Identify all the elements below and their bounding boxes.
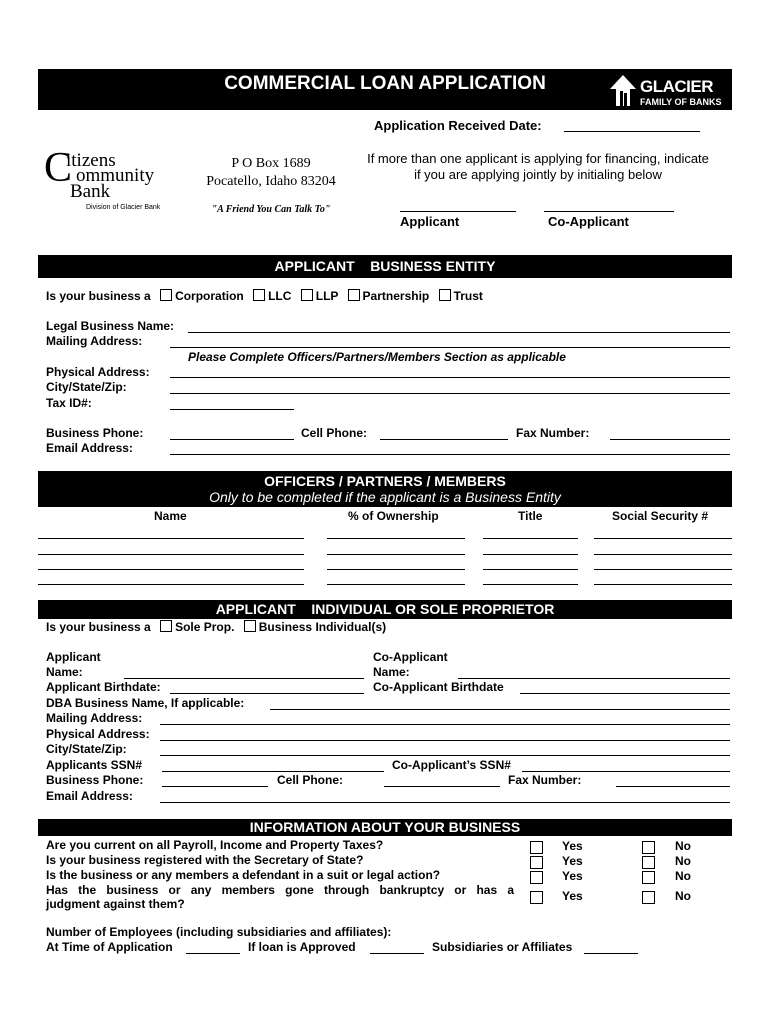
ind-mailing-label: Mailing Address: — [46, 711, 143, 725]
coapplicant-initial-field[interactable] — [544, 211, 674, 212]
question-4-line1: Has the business or any members gone through bankruptcy or has a — [46, 883, 514, 897]
business-individual-checkbox[interactable] — [244, 620, 256, 632]
be-fax-field[interactable] — [610, 439, 730, 440]
application-received-label: Application Received Date: — [374, 118, 542, 133]
applicant-initial-label: Applicant — [400, 214, 460, 229]
ind-physical-field[interactable] — [160, 740, 730, 741]
be-cell-label: Cell Phone: — [301, 426, 368, 440]
ind-birthdate-label: Applicant Birthdate: — [46, 680, 161, 694]
ind-cell-label: Cell Phone: — [277, 773, 344, 787]
business-individual-label: Business Individual(s) — [258, 620, 387, 634]
glacier-logo — [606, 73, 730, 108]
ind-cell-field[interactable] — [384, 786, 500, 787]
page-title: COMMERCIAL LOAN APPLICATION — [224, 73, 546, 94]
legal-name-field[interactable] — [188, 332, 730, 333]
question-2: Is your business registered with the Secretary of State? — [46, 853, 364, 867]
ind-cobirthdate-field[interactable] — [520, 693, 730, 694]
be-city-label: City/State/Zip: — [46, 380, 127, 394]
ind-cobirthdate-label: Co-Applicant Birthdate — [373, 680, 504, 694]
ind-cossn-field[interactable] — [522, 771, 730, 772]
bank-address-line2: Pocatello, Idaho 83204 — [206, 174, 336, 189]
question-3: Is the business or any members a defendant in a suit or legal action? — [46, 868, 441, 882]
question-4 — [46, 883, 514, 911]
q4-yes-label: Yes — [562, 889, 583, 903]
ind-physical-label: Physical Address: — [46, 727, 150, 741]
complete-note: Please Complete Officers/Partners/Members Section as applicable — [188, 350, 566, 364]
at-time-field[interactable] — [186, 953, 240, 954]
joint-note-line1: If more than one applicant is applying for financing, indicate — [367, 151, 709, 166]
officer-ssn-field[interactable] — [594, 569, 732, 570]
business-type-row — [46, 289, 483, 303]
be-mailing-label: Mailing Address: — [46, 334, 143, 348]
joint-note-line2: if you are applying jointly by initialing below — [414, 167, 662, 182]
officer-title-field[interactable] — [483, 584, 578, 585]
ind-phone-label: Business Phone: — [46, 773, 144, 787]
be-physical-field[interactable] — [170, 377, 730, 378]
ind-coname-field[interactable] — [458, 678, 730, 679]
be-fax-label: Fax Number: — [516, 426, 590, 440]
officer-name-field[interactable] — [38, 584, 304, 585]
business-entity-bar: APPLICANT BUSINESS ENTITY — [38, 255, 732, 278]
partnership-label: Partnership — [362, 289, 430, 303]
officer-name-field[interactable] — [38, 538, 304, 539]
ind-fax-field[interactable] — [616, 786, 730, 787]
q1-yes-checkbox[interactable] — [530, 841, 543, 854]
if-approved-label: If loan is Approved — [248, 940, 356, 954]
officer-ssn-field[interactable] — [594, 584, 732, 585]
business-type-label: Is your business a — [46, 289, 151, 303]
if-approved-field[interactable] — [370, 953, 424, 954]
trust-checkbox[interactable] — [439, 289, 451, 301]
ind-phone-field[interactable] — [162, 786, 268, 787]
corporation-label: Corporation — [175, 289, 244, 303]
glacier-logo-sub: FAMILY OF BANKS — [640, 97, 722, 107]
mountain-icon — [608, 73, 638, 107]
q1-yes-label: Yes — [562, 839, 583, 853]
subsidiaries-label: Subsidiaries or Affiliates — [432, 940, 573, 954]
ind-email-label: Email Address: — [46, 789, 133, 803]
col-name-header: Name — [154, 509, 187, 523]
bank-logo-line3: Bank — [70, 181, 111, 202]
q2-no-checkbox[interactable] — [642, 856, 655, 869]
officer-ownership-field[interactable] — [327, 584, 465, 585]
llp-label: LLP — [315, 289, 339, 303]
corporation-checkbox[interactable] — [160, 289, 172, 301]
individual-type-row — [46, 620, 386, 634]
legal-name-label: Legal Business Name: — [46, 319, 175, 333]
bank-division: Division of Glacier Bank — [86, 204, 161, 211]
officer-title-field[interactable] — [483, 538, 578, 539]
ind-city-field[interactable] — [160, 755, 730, 756]
q3-no-checkbox[interactable] — [642, 871, 655, 884]
bank-logo-line1: itizens — [66, 150, 116, 171]
be-email-label: Email Address: — [46, 441, 133, 455]
officer-ownership-field[interactable] — [327, 569, 465, 570]
officers-bar — [38, 471, 732, 507]
q2-yes-checkbox[interactable] — [530, 856, 543, 869]
be-phone-field[interactable] — [170, 439, 294, 440]
q4-yes-checkbox[interactable] — [530, 891, 543, 904]
ind-mailing-field[interactable] — [160, 724, 730, 725]
bank-address-line1: P O Box 1689 — [231, 156, 311, 171]
llp-checkbox[interactable] — [301, 289, 313, 301]
llc-checkbox[interactable] — [253, 289, 265, 301]
taxid-field[interactable] — [170, 409, 294, 410]
q1-no-checkbox[interactable] — [642, 841, 655, 854]
individual-type-label: Is your business a — [46, 620, 151, 634]
trust-label: Trust — [453, 289, 483, 303]
ind-name-field[interactable] — [124, 678, 364, 679]
officer-ssn-field[interactable] — [594, 538, 732, 539]
ind-ssn-label: Applicants SSN# — [46, 758, 143, 772]
be-mailing-field[interactable] — [170, 347, 730, 348]
q3-yes-label: Yes — [562, 869, 583, 883]
question-4-line2: judgment against them? — [46, 897, 185, 911]
sole-prop-label: Sole Prop. — [175, 620, 235, 634]
business-info-bar: INFORMATION ABOUT YOUR BUSINESS — [38, 819, 732, 836]
q2-no-label: No — [675, 854, 691, 868]
sole-prop-checkbox[interactable] — [160, 620, 172, 632]
be-city-field[interactable] — [170, 393, 730, 394]
be-email-field[interactable] — [170, 454, 730, 455]
ind-applicant-label: Applicant — [46, 650, 101, 664]
ind-coname-label: Name: — [373, 665, 410, 679]
officer-name-field[interactable] — [38, 569, 304, 570]
q2-yes-label: Yes — [562, 854, 583, 868]
bank-logo-line2: ommunity — [76, 165, 155, 186]
ind-name-label: Name: — [46, 665, 83, 679]
ind-cossn-label: Co-Applicant’s SSN# — [392, 758, 511, 772]
q4-no-label: No — [675, 889, 691, 903]
officer-ownership-field[interactable] — [327, 554, 465, 555]
ind-email-field[interactable] — [160, 802, 730, 803]
officers-bar-subtitle: Only to be completed if the applicant is a Business Entity — [209, 489, 561, 505]
q3-no-label: No — [675, 869, 691, 883]
individual-bar: APPLICANT INDIVIDUAL OR SOLE PROPRIETOR — [38, 600, 732, 619]
officer-title-field[interactable] — [483, 569, 578, 570]
dba-label: DBA Business Name, If applicable: — [46, 696, 245, 710]
col-ownership-header: % of Ownership — [348, 509, 439, 523]
question-1: Are you current on all Payroll, Income and Property Taxes? — [46, 838, 384, 852]
subsidiaries-field[interactable] — [584, 953, 638, 954]
officer-name-field[interactable] — [38, 554, 304, 555]
citizens-bank-logo — [44, 145, 189, 220]
bank-slogan: "A Friend You Can Talk To" — [211, 204, 331, 215]
officers-bar-title: OFFICERS / PARTNERS / MEMBERS — [264, 473, 506, 489]
q3-yes-checkbox[interactable] — [530, 871, 543, 884]
logo-c-letter: C — [44, 145, 73, 191]
application-received-date-field[interactable] — [564, 131, 700, 132]
glacier-logo-word: GLACIER — [640, 77, 713, 96]
ind-coapplicant-label: Co-Applicant — [373, 650, 448, 664]
q1-no-label: No — [675, 839, 691, 853]
partnership-checkbox[interactable] — [348, 289, 360, 301]
dba-field[interactable] — [270, 709, 730, 710]
coapplicant-initial-label: Co-Applicant — [548, 214, 629, 229]
q4-no-checkbox[interactable] — [642, 891, 655, 904]
taxid-label: Tax ID#: — [46, 396, 92, 410]
be-phone-label: Business Phone: — [46, 426, 144, 440]
be-physical-label: Physical Address: — [46, 365, 150, 379]
ind-ssn-field[interactable] — [162, 771, 384, 772]
officer-ownership-field[interactable] — [327, 538, 465, 539]
officer-ssn-field[interactable] — [594, 554, 732, 555]
applicant-initial-field[interactable] — [400, 211, 516, 212]
col-ssn-header: Social Security # — [612, 509, 709, 523]
at-time-label: At Time of Application — [46, 940, 173, 954]
employees-label: Number of Employees (including subsidiaries and affiliates): — [46, 925, 392, 939]
llc-label: LLC — [268, 289, 292, 303]
col-title-header: Title — [518, 509, 543, 523]
ind-city-label: City/State/Zip: — [46, 742, 127, 756]
be-cell-field[interactable] — [380, 439, 508, 440]
ind-fax-label: Fax Number: — [508, 773, 582, 787]
ind-birthdate-field[interactable] — [170, 693, 364, 694]
officer-title-field[interactable] — [483, 554, 578, 555]
